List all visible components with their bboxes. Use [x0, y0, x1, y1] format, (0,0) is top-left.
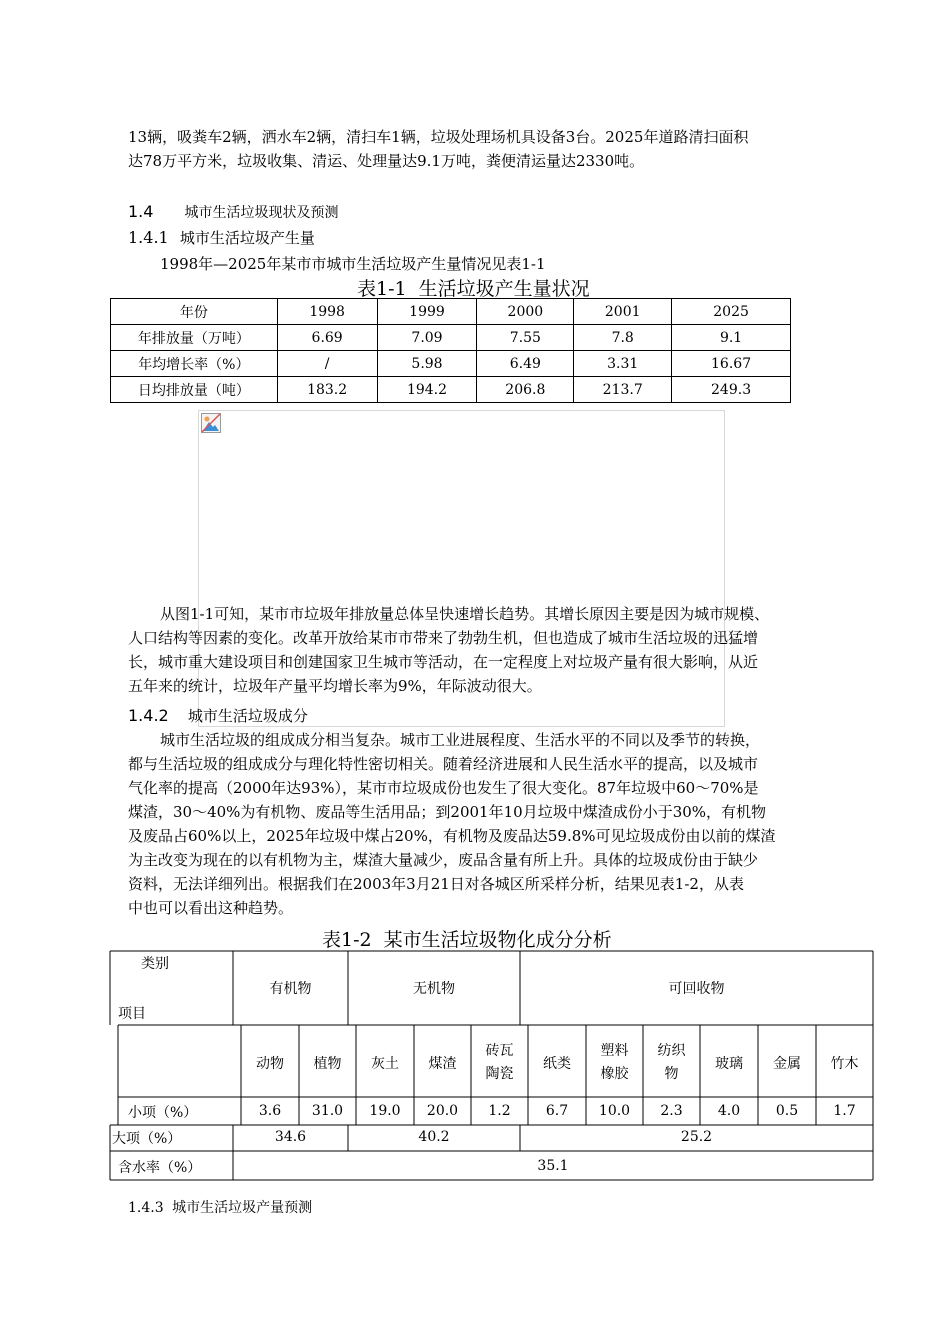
- sub-value: 4.0: [717, 1103, 741, 1119]
- section-heading-1-4-1: [128, 227, 315, 248]
- item-ceramic: [471, 1040, 528, 1086]
- section-number: 1.4.2: [128, 706, 169, 725]
- paragraph-line: 煤渣，30～40%为有机物、废品等生活用品；到2001年10月垃圾中煤渣成份小于30%，有机物: [128, 803, 767, 821]
- section-number: 1.4.1: [128, 228, 169, 247]
- figure-analysis-paragraph: [128, 602, 769, 698]
- paragraph-line: 从图1-1可知，某市市垃圾年排放量总体呈快速增长趋势。其增长原因主要是因为城市规模、: [160, 605, 770, 623]
- section-title: 城市生活垃圾产量预测: [172, 1200, 313, 1216]
- paragraph-line: 都与生活垃圾的组成成分与理化特性密切相关。随着经济进展和人民生活水平的提高，以及城市: [128, 755, 759, 773]
- table-row: [111, 351, 791, 377]
- table-cell: 9.1: [672, 325, 791, 351]
- paragraph-line: 气化率的提高（2000年达93%），某市市垃圾成份也发生了很大变化。87年垃圾中60～70%是: [128, 779, 759, 797]
- broken-image-icon: [201, 413, 221, 433]
- table-cell: 6.49: [477, 351, 574, 377]
- table-1-2-caption: 表1-2 某市生活垃圾物化成分分析: [322, 929, 612, 951]
- sub-value: 0.5: [775, 1103, 799, 1119]
- paragraph-line: 人口结构等因素的变化。改革开放给某市市带来了勃勃生机，但也造成了城市生活垃圾的迅猛增: [128, 629, 759, 647]
- table-cell: 3.31: [574, 351, 672, 377]
- group-organic: 有机物: [269, 981, 312, 997]
- sub-value: 1.2: [488, 1103, 511, 1119]
- intro-line-1: 13辆，吸粪车2辆，洒水车2辆，清扫车1辆，垃圾处理场机具设备3台。2025年道路清扫面积: [128, 128, 749, 146]
- header-cell: 1999: [377, 299, 477, 325]
- sub-value: 31.0: [311, 1103, 344, 1119]
- sub-value: 20.0: [426, 1103, 459, 1119]
- corner-label-category: 类别: [141, 956, 169, 972]
- header-cell: 2000: [477, 299, 574, 325]
- item-plastic-line: 塑料: [600, 1043, 629, 1059]
- table-1-1: [110, 298, 791, 403]
- table-cell: 7.55: [477, 325, 574, 351]
- item-plastic-rubber: [586, 1040, 643, 1086]
- table-row: [111, 325, 791, 351]
- item-ceramic-line: 陶瓷: [485, 1066, 514, 1082]
- sub-value: 19.0: [369, 1103, 401, 1119]
- section-heading-1-4-3: [128, 1197, 312, 1217]
- item-textile: [643, 1040, 700, 1086]
- item-textile-line: 物: [664, 1066, 679, 1082]
- group-recyclable: 可回收物: [668, 981, 725, 997]
- paragraph-line: 城市生活垃圾的组成成分相当复杂。城市工业进展程度、生活水平的不同以及季节的转换，: [160, 731, 761, 749]
- table-1-1-caption: 表1-1 生活垃圾产生量状况: [357, 278, 590, 300]
- paragraph-line: 为主改变为现在的以有机物为主，煤渣大量减少，废品含量有所上升。具体的垃圾成份由于缺少: [128, 851, 759, 869]
- table-cell: 206.8: [477, 377, 574, 403]
- table-cell: 7.09: [377, 325, 477, 351]
- item-glass: 玻璃: [715, 1056, 743, 1072]
- water-content-value: 35.1: [537, 1158, 569, 1174]
- table-cell: 194.2: [377, 377, 477, 403]
- table-row: [111, 377, 791, 403]
- table-cell: /: [277, 351, 377, 377]
- item-cinder: 煤渣: [428, 1056, 457, 1072]
- section-heading-1-4-2: [128, 705, 308, 726]
- row-label: 年均增长率（%）: [111, 351, 278, 377]
- header-cell: 2025: [672, 299, 791, 325]
- section-heading-1-4: [128, 202, 339, 222]
- section-number: 1.4: [128, 202, 154, 221]
- section-1-4-1-text: 1998年—2025年某市市城市生活垃圾产生量情况见表1-1: [160, 255, 546, 273]
- item-plant: 植物: [313, 1056, 342, 1072]
- item-ash: 灰土: [371, 1056, 399, 1072]
- water-content-label: 含水率（%）: [118, 1160, 202, 1176]
- item-paper: 纸类: [543, 1056, 571, 1072]
- sub-value: 1.7: [833, 1103, 856, 1119]
- item-textile-line: 纺织: [657, 1043, 686, 1059]
- sub-item-label: 小项（%）: [128, 1105, 198, 1121]
- section-title: 城市生活垃圾现状及预测: [184, 205, 339, 221]
- intro-line-2: 达78万平方米，垃圾收集、清运、处理量达9.1万吨，粪便清运量达2330吨。: [128, 152, 645, 170]
- major-value-organic: 34.6: [274, 1129, 307, 1145]
- item-bamboo-wood: 竹木: [830, 1056, 859, 1072]
- table-cell: 7.8: [574, 325, 672, 351]
- sub-value: 2.3: [660, 1103, 683, 1119]
- sub-value: 10.0: [598, 1103, 631, 1119]
- table-cell: 6.69: [277, 325, 377, 351]
- table-cell: 5.98: [377, 351, 477, 377]
- major-label: 大项（%）: [112, 1131, 182, 1147]
- table-row: [111, 299, 791, 325]
- section-number: 1.4.3: [128, 1200, 164, 1216]
- major-value-inorganic: 40.2: [418, 1129, 450, 1145]
- table-cell: 16.67: [672, 351, 791, 377]
- row-label: 年排放量（万吨）: [111, 325, 278, 351]
- row-label: 日均排放量（吨）: [111, 377, 278, 403]
- header-cell: 年份: [111, 299, 278, 325]
- item-ceramic-line: 砖瓦: [485, 1043, 514, 1059]
- header-cell: 1998: [277, 299, 377, 325]
- section-title: 城市生活垃圾成分: [187, 707, 308, 725]
- paragraph-line: 资料，无法详细列出。根据我们在2003年3月21日对各城区所采样分析，结果见表1-2，从表: [128, 875, 744, 893]
- paragraph-line: 五年来的统计，垃圾年产量平均增长率为9%，年际波动很大。: [128, 677, 542, 695]
- table-cell: 249.3: [672, 377, 791, 403]
- section-title: 城市生活垃圾产生量: [179, 229, 315, 247]
- paragraph-line: 长，城市重大建设项目和创建国家卫生城市等活动，在一定程度上对垃圾产量有很大影响，从近: [128, 653, 759, 671]
- item-plastic-line: 橡胶: [600, 1066, 629, 1082]
- sub-value: 6.7: [545, 1103, 569, 1119]
- paragraph-line: 及废品占60%以上，2025年垃圾中煤占20%，有机物及废品达59.8%可见垃圾成份由以前的煤渣: [128, 827, 776, 845]
- corner-label-item: 项目: [118, 1006, 146, 1022]
- item-metal: 金属: [773, 1056, 801, 1072]
- paragraph-line: 中也可以看出这种趋势。: [128, 899, 294, 917]
- item-animal: 动物: [256, 1056, 284, 1072]
- table-cell: 183.2: [277, 377, 377, 403]
- major-value-recyclable: 25.2: [680, 1129, 713, 1145]
- group-inorganic: 无机物: [413, 981, 455, 997]
- table-cell: 213.7: [574, 377, 672, 403]
- sub-value: 3.6: [258, 1103, 282, 1119]
- intro-paragraph: [128, 125, 748, 173]
- header-cell: 2001: [574, 299, 672, 325]
- composition-paragraph: [128, 728, 776, 920]
